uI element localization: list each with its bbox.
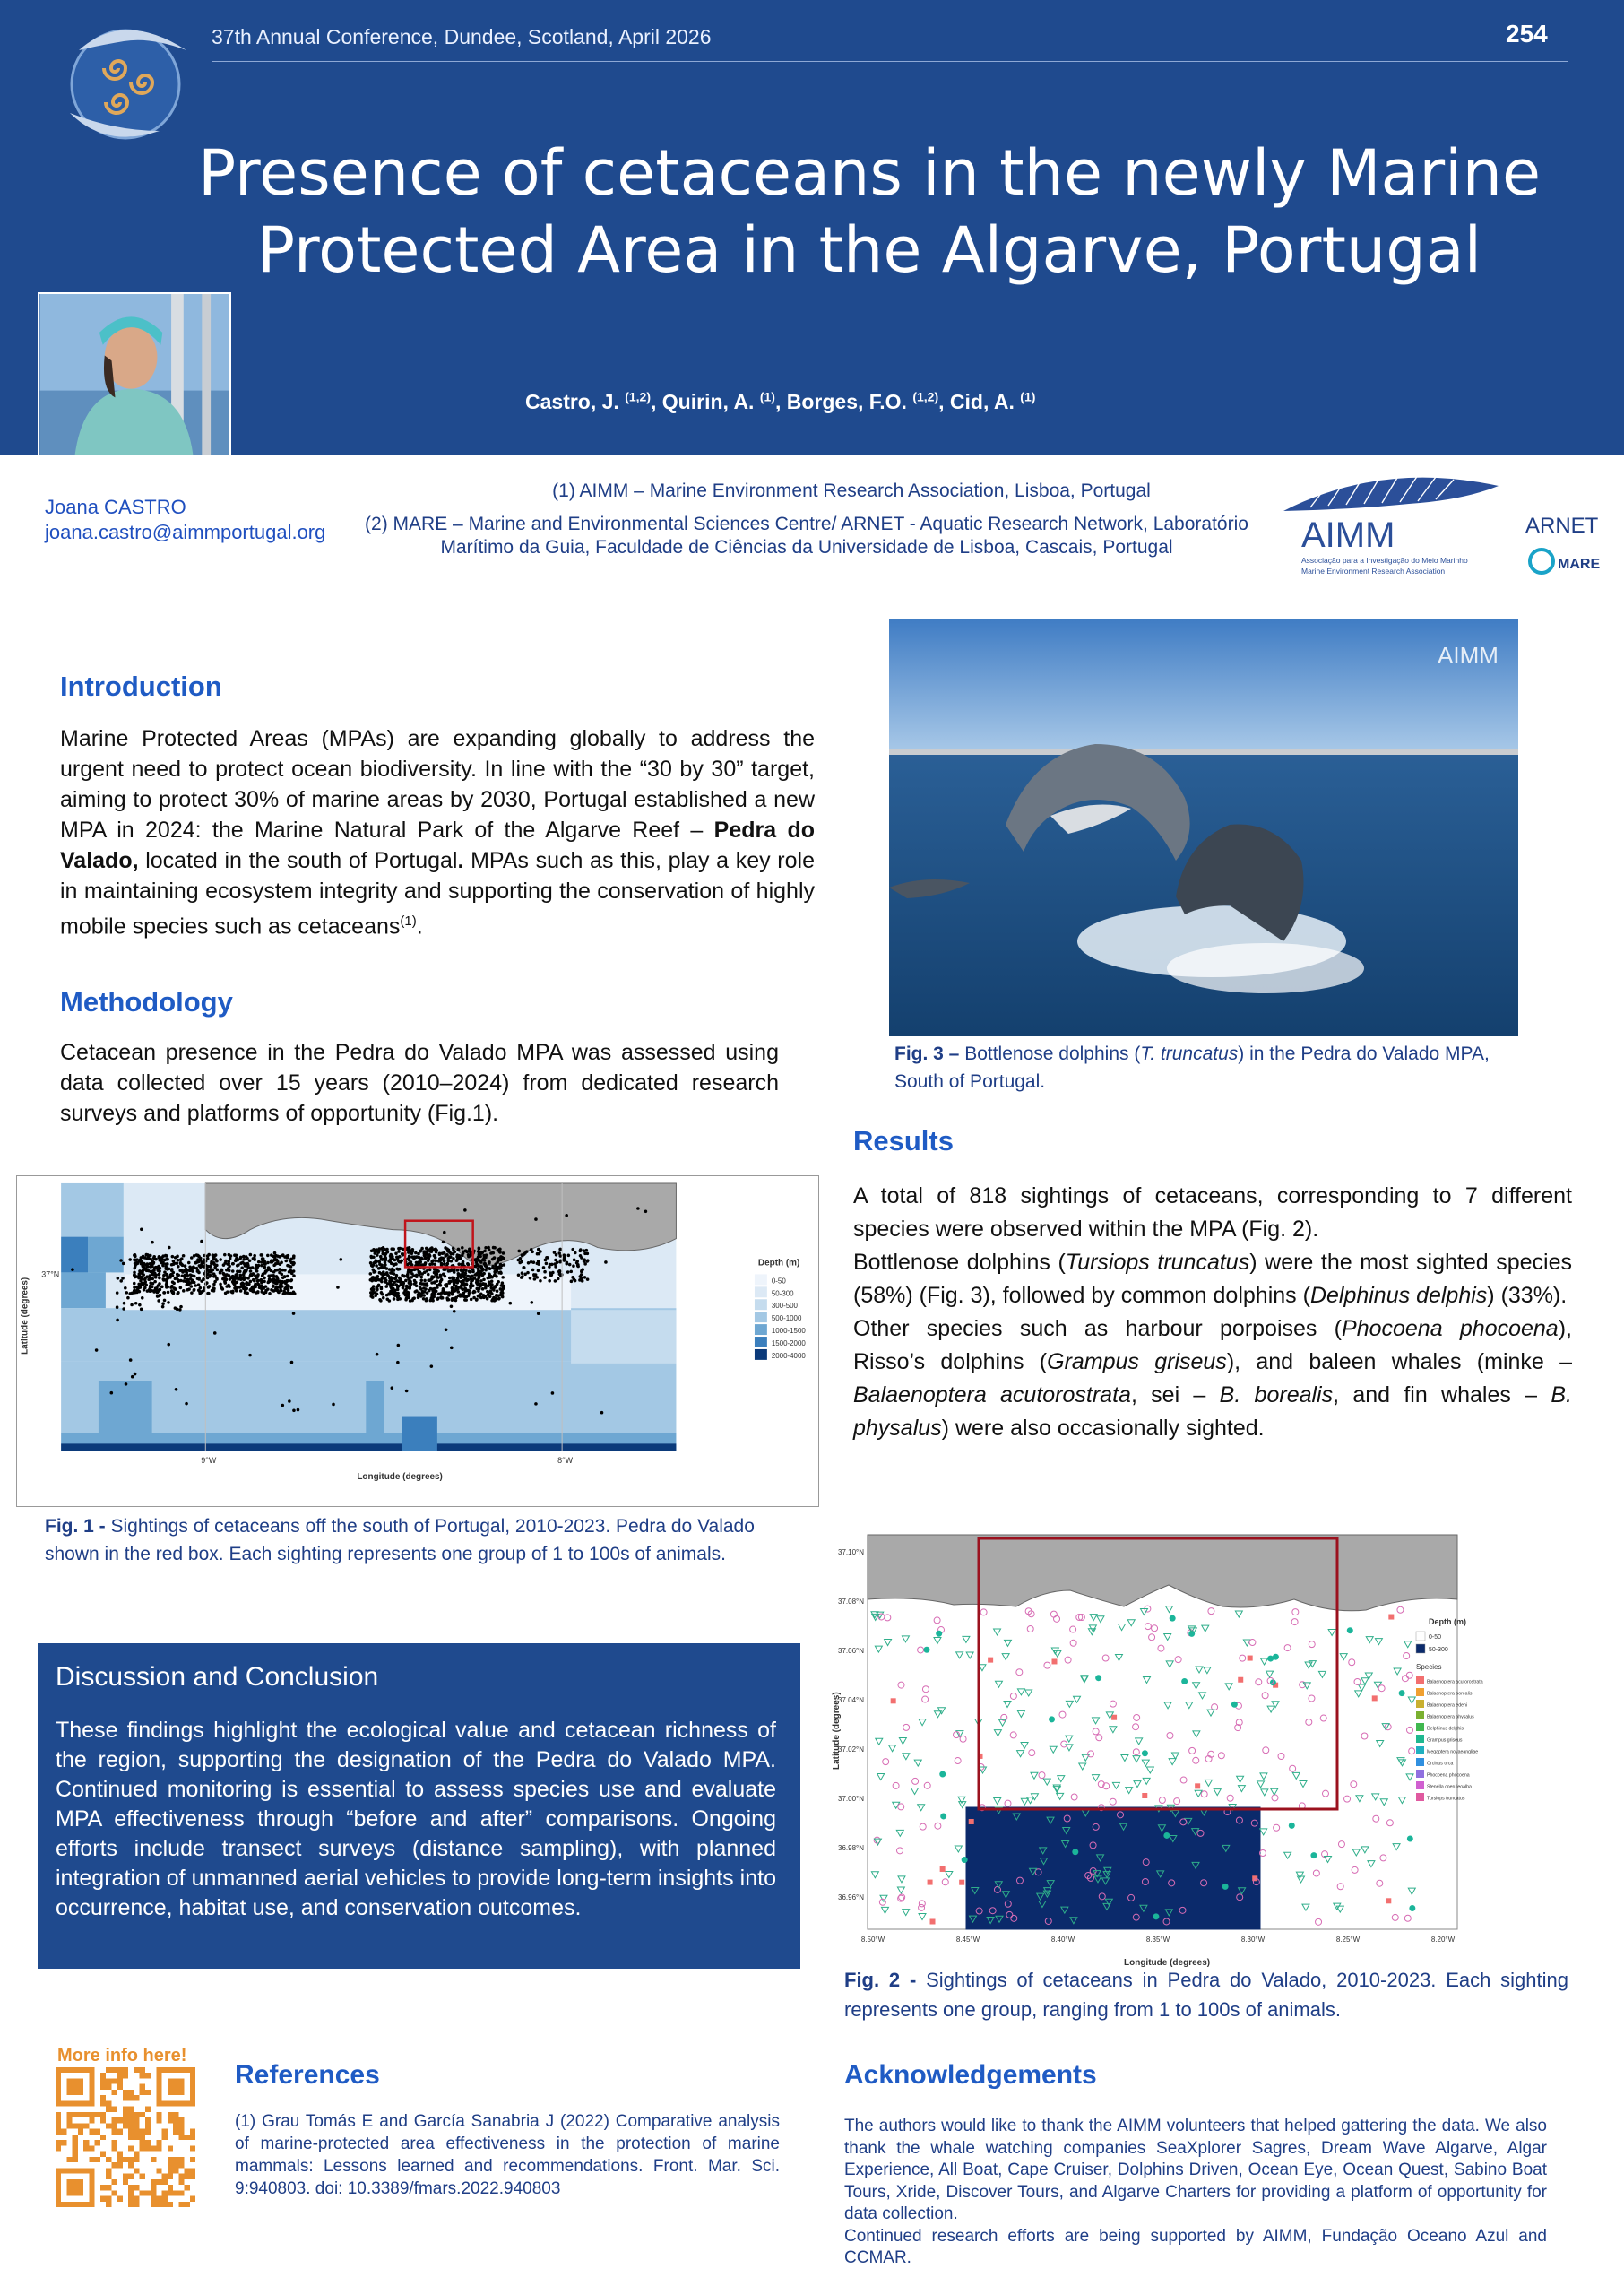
fig2-point-balaenoptera (1372, 1695, 1378, 1701)
fig2-point-grampus (940, 1813, 946, 1819)
fig2-point-grampus (1049, 1716, 1055, 1722)
fig2-point-balaenoptera (1195, 1783, 1200, 1788)
fig2-point-balaenoptera (940, 1866, 946, 1872)
fig2-species-swatch (1416, 1793, 1424, 1801)
mare-logo-text: MARE (1558, 557, 1601, 572)
fig2-ytick: 37.02°N (838, 1745, 864, 1754)
fig1-legend-label: 2000-4000 (771, 1351, 806, 1360)
results-paragraph-1: A total of 818 sightings of cetaceans, corresponding to 7 different species were observed within the MPA (Fig. 2). (853, 1183, 1572, 1242)
fig2-species-swatch (1416, 1688, 1424, 1696)
fig2-point-grampus (1222, 1884, 1229, 1890)
acknowledgements-paragraph-1: The authors would like to thank the AIMM volunteers that helped gattering the data. We also thank the whale watching companies SeaXplorer Sagres, Dream Wave Algarve, Algar Experience, All Boat, Cape Cruiser, Dolphins Driven, Ocean Eye, Ocean Quest, Sabino Boat Tours, Xride, Discover Tours, and Algarve Charters for providing a platform of opportunity for data collection. (844, 2117, 1547, 2223)
fig2-xtick: 8.25°W (1335, 1936, 1361, 1944)
fig2-point-grampus (1399, 1690, 1405, 1696)
results-heading: Results (853, 1125, 954, 1156)
fig1-legend-title: Depth (m) (757, 1258, 800, 1269)
fig2-point-balaenoptera (1111, 1715, 1117, 1720)
conference-name: 37th Annual Conference, Dundee, Scotland, April 2026 (212, 25, 712, 48)
fig1-legend-label: 0-50 (771, 1277, 786, 1286)
figure-1-sightings-map (16, 1175, 819, 1507)
aimm-logo-text: AIMM (1301, 515, 1395, 555)
author-1: Castro, J. $^{(1,2)}$, (525, 389, 662, 413)
fig2-point-balaenoptera (969, 1819, 974, 1824)
fig2-xtick: 8.40°W (1050, 1936, 1075, 1944)
fig1-legend-swatch (755, 1312, 767, 1322)
fig2-point-grampus (936, 1631, 942, 1637)
fig2-species-label: Grampus griseus (1427, 1737, 1463, 1744)
fig2-ylabel: Latitude (degrees) (832, 1692, 842, 1770)
affiliation-1: (1) AIMM – Marine Environment Research Association, Lisboa, Portugal (552, 481, 1151, 501)
references-text: (1) Grau Tomás E and García Sanabria J (2022) Comparative analysis of marine-protected area effectiveness in the protection of marine mammals: Lessons learned and recommendations. Front. Mar. Sci. 9:940803. doi: 10.3389/fmars.2022.940803 (235, 2112, 780, 2198)
fig2-species-swatch (1416, 1676, 1424, 1684)
introduction-heading: Introduction (60, 671, 222, 702)
page-number: 254 (1506, 20, 1548, 48)
fig2-xtick: 8.20°W (1430, 1936, 1456, 1944)
fig2-species-label: Balaenoptera physalus (1427, 1714, 1474, 1720)
fig2-point-grampus (923, 1647, 929, 1653)
introduction-text: Marine Protected Areas (MPAs) are expanding globally to address the urgent need to protect ocean biodiversity. In line with the “30 by 30” target, aiming to protect 30% of marine areas by 2030, Portugal established a new MPA in 2024: the Marine Natural Park of the Algarve Reef – Pedra do Valado, located in the south of Portugal. MPAs such as this, play a key role in maintaining ecosystem integrity and supporting the conservation of highly mobile species such as cetaceans$^{(1)}$. (60, 726, 815, 940)
results-text (853, 1180, 1572, 1445)
fig2-point-grampus (1095, 1675, 1101, 1681)
fig2-point-grampus (1409, 1905, 1415, 1911)
fig1-xlabel: Longitude (degrees) (357, 1472, 443, 1483)
references-heading: References (235, 2060, 380, 2090)
fig2-species-swatch (1416, 1723, 1424, 1731)
fig2-xtick: 8.35°W (1145, 1936, 1170, 1944)
fig2-species-label: Delphinus delphis (1427, 1726, 1464, 1732)
acknowledgements-paragraph-2: Continued research efforts are being supported by AIMM, Fundação Oceano Azul and CCMAR. (844, 2226, 1547, 2267)
header-divider (212, 61, 1568, 62)
fig1-legend-swatch (755, 1299, 767, 1310)
fig2-species-label: Balaenoptera edeni (1427, 1702, 1467, 1709)
fig2-point-grampus (1407, 1836, 1413, 1842)
author-list (525, 389, 1035, 414)
fig2-xlabel: Longitude (degrees) (1124, 1958, 1211, 1968)
fig1-legend-swatch (755, 1349, 767, 1360)
fig2-point-grampus (1142, 1750, 1148, 1756)
discussion-text: These findings highlight the ecological value and cetacean richness of the region, supporting the designation of the Pedra do Valado MPA. Continued monitoring is essential to assess species use and evaluate MPA effectiveness through “before and after” comparisons. Ongoing efforts include transect surveys (distance sampling), with planned integration of unmanned aerial vehicles to provide long-term insights into occurrence, habitat use, and conservation outcomes. (56, 1718, 776, 1920)
fig1-ylabel: Latitude (degrees) (20, 1277, 30, 1355)
fig2-point-balaenoptera (1248, 1656, 1253, 1661)
presenter-name: Joana CASTRO (45, 496, 186, 518)
fig2-point-balaenoptera (988, 1658, 993, 1663)
figure-2-caption: Fig. 2 - Sightings of cetaceans in Pedra do Valado, 2010-2023. Each sighting represents one group, ranging from 1 to 100s of animals. (844, 1969, 1568, 2021)
fig2-point-balaenoptera (891, 1698, 896, 1703)
aimm-logo-line2: Marine Environment Research Association (1301, 567, 1446, 576)
fig2-point-grampus (1231, 1702, 1238, 1708)
fig2-xtick: 8.50°W (860, 1936, 885, 1944)
acknowledgements-text (844, 2116, 1547, 2270)
fig2-xtick: 8.45°W (955, 1936, 980, 1944)
fig2-point-grampus (962, 1857, 968, 1863)
fig2-species-swatch (1416, 1770, 1424, 1778)
fig2-ytick: 37.04°N (838, 1696, 864, 1704)
fig2-species-swatch (1416, 1735, 1424, 1743)
fig2-ytick: 36.96°N (838, 1893, 864, 1901)
qr-code[interactable] (56, 2067, 195, 2207)
fig2-point-balaenoptera (928, 1880, 933, 1885)
fig1-legend-label: 500-1000 (771, 1314, 802, 1323)
aimm-logo-line1: Associação para a Investigação do Meio Marinho (1301, 556, 1468, 565)
figure-1-caption: Fig. 1 - Sightings of cetaceans off the south of Portugal, 2010-2023. Pedra do Valado shown in the red box. Each sighting represents one group of 1 to 100s of animals. (45, 1516, 755, 1564)
fig1-legend-label: 50-300 (771, 1289, 794, 1298)
fig2-point-grampus (1072, 1849, 1078, 1855)
fig2-point-grampus (1163, 1832, 1170, 1839)
fig2-point-balaenoptera (1386, 1898, 1391, 1903)
methodology-heading: Methodology (60, 986, 233, 1018)
photo-watermark: AIMM (1438, 642, 1499, 669)
author-4: Cid, A. $^{(1)}$ (949, 389, 1036, 413)
fig1-legend-swatch (755, 1286, 767, 1297)
methodology-text: Cetacean presence in the Pedra do Valado MPA was assessed using data collected over 15 years (2010–2024) from dedicated research surveys and platforms of opportunity (Fig.1). (60, 1040, 779, 1126)
fig2-point-balaenoptera (1051, 1658, 1057, 1664)
fig2-ytick: 37.06°N (838, 1647, 864, 1655)
fig1-xtick-9w: 9°W (201, 1456, 217, 1466)
fig2-point-balaenoptera (959, 1880, 964, 1885)
figure-2-mpa-sightings-map (828, 1528, 1483, 1972)
fig2-species-label: Megaptera novaeangliae (1427, 1749, 1479, 1755)
fig2-point-balaenoptera (1388, 1615, 1394, 1620)
results-paragraph-2: Bottlenose dolphins (Tursiops truncatus) were the most sighted species (58%) (Fig. 3), followed by common dolphins (Delphinus delphis) (33%). (853, 1250, 1572, 1308)
fig2-point-grampus (939, 1771, 946, 1778)
fig2-point-balaenoptera (930, 1918, 936, 1924)
fig2-point-grampus (1170, 1615, 1176, 1622)
acknowledgements-heading: Acknowledgements (844, 2060, 1097, 2090)
conference-logo (52, 14, 204, 149)
fig2-species-swatch (1416, 1758, 1424, 1766)
fig2-species-label: Orcinus orca (1427, 1761, 1454, 1767)
presenter-photo (38, 292, 231, 457)
fig2-ytick: 37.10°N (838, 1548, 864, 1556)
fig2-species-label: Balaenoptera borealis (1427, 1691, 1473, 1697)
aimm-logo (1274, 466, 1515, 583)
results-paragraph-3: Other species such as harbour porpoises (Phocoena phocoena), Risso’s dolphins (Grampus griseus), and baleen whales (minke – Balaenoptera acutorostrata, sei – B. borealis, and fin whales – B. physalus) were also occasionally sighted. (853, 1316, 1572, 1441)
fig1-legend-swatch (755, 1324, 767, 1335)
fig1-legend-label: 1500-2000 (771, 1338, 806, 1347)
fig2-point-balaenoptera (1142, 1793, 1147, 1798)
fig2-depth-swatch (1416, 1644, 1425, 1653)
fig2-species-title: Species (1416, 1663, 1442, 1671)
fig2-ytick: 37.08°N (838, 1598, 864, 1606)
fig1-legend-swatch (755, 1337, 767, 1347)
fig1-xtick-8w: 8°W (557, 1456, 574, 1466)
arnet-logo-text: ARNET (1525, 514, 1599, 538)
fig2-ytick: 37.00°N (838, 1795, 864, 1803)
fig2-y-axis (838, 1548, 864, 1901)
fig1-legend (755, 1274, 806, 1359)
fig1-ytick-37n: 37°N (41, 1269, 60, 1279)
affiliation-2: (2) MARE – Marine and Environmental Sciences Centre/ ARNET - Aquatic Research Network, Laboratório Marítimo da Guia, Faculdade de Ciências da Universidade de Lisboa, Cascais, Portugal (365, 514, 1248, 558)
fig2-point-grampus (1267, 1656, 1274, 1662)
fig2-point-grampus (1347, 1627, 1353, 1633)
arnet-mare-logo (1522, 511, 1611, 583)
presenter-email[interactable]: joana.castro@aimmportugal.org (45, 521, 326, 543)
fig2-species-label: Phocoena phocoena (1427, 1772, 1470, 1779)
fig2-species-swatch (1416, 1711, 1424, 1719)
figure-3-caption: Fig. 3 – Bottlenose dolphins (T. truncatus) in the Pedra do Valado MPA, South of Portugal. (894, 1044, 1490, 1092)
fig2-depth-deep (966, 1807, 1260, 1929)
fig2-species-swatch (1416, 1700, 1424, 1708)
author-3: Borges, F.O. $^{(1,2)}$, (786, 389, 950, 413)
fig2-species-swatch (1416, 1781, 1424, 1789)
fig2-depth-label: 50-300 (1429, 1647, 1448, 1653)
fig1-legend-swatch (755, 1274, 767, 1285)
fig2-species-label: Tursiops truncatus (1427, 1796, 1465, 1802)
author-2: Quirin, A. $^{(1)}$, (661, 389, 787, 413)
fig2-depth-title: Depth (m) (1429, 1617, 1466, 1626)
fig2-xtick: 8.30°W (1240, 1936, 1266, 1944)
fig2-species-label: Stenella coeruleoalba (1427, 1784, 1472, 1790)
fig2-depth-swatch (1416, 1632, 1425, 1641)
fig2-species-label: Balaenoptera acutorostrata (1427, 1679, 1483, 1685)
fig2-point-grampus (1289, 1823, 1295, 1829)
qr-label: More info here! (57, 2046, 187, 2066)
fig1-legend-label: 1000-1500 (771, 1327, 806, 1336)
discussion-heading: Discussion and Conclusion (56, 1662, 379, 1692)
figure-3-dolphin-photo (889, 619, 1518, 1036)
fig2-point-grampus (1310, 1852, 1317, 1858)
fig2-depth-label: 0-50 (1429, 1634, 1442, 1641)
fig2-point-grampus (1153, 1913, 1159, 1919)
fig1-legend-label: 300-500 (771, 1302, 798, 1311)
poster-title: Presence of cetaceans in the newly Marine Protected Area in the Algarve, Portugal (197, 136, 1542, 287)
fig2-ytick: 36.98°N (838, 1844, 864, 1852)
fig2-x-axis (861, 1936, 1456, 1944)
fig2-point-grampus (1181, 1678, 1188, 1684)
fig2-species-swatch (1416, 1746, 1424, 1754)
fig2-point-balaenoptera (1238, 1677, 1243, 1683)
